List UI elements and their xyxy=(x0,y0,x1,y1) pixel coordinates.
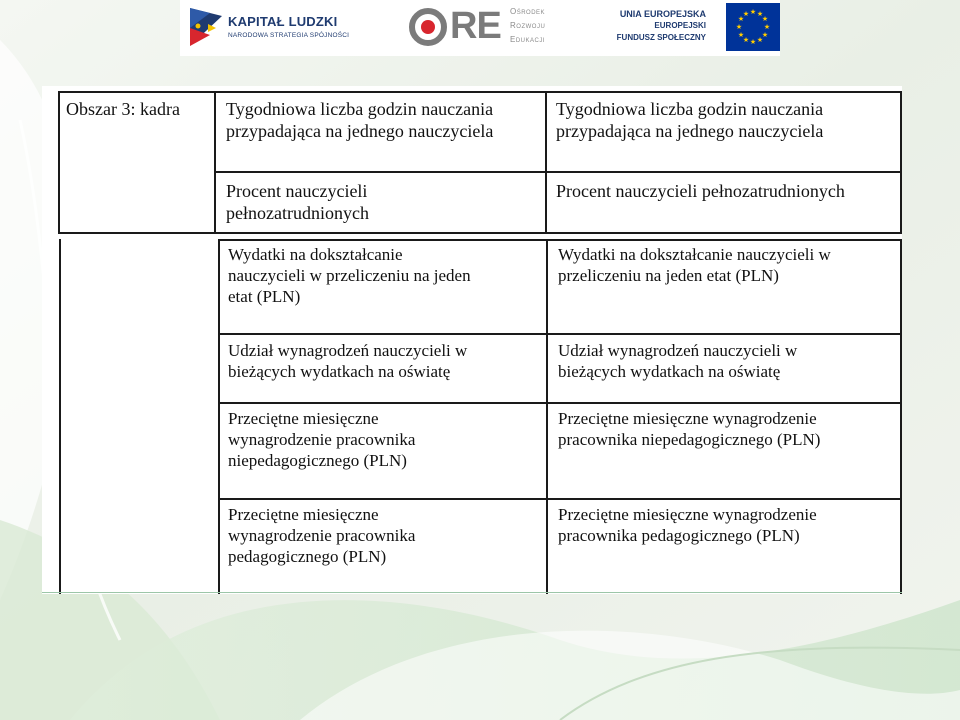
ore-logo-icon xyxy=(408,6,448,48)
table-cell-left: Procent nauczycieli pełnozatrudnionych xyxy=(226,181,369,223)
table-cell-right: Przeciętne miesięczne wynagrodzenie pracownika pedagogicznego (PLN) xyxy=(558,505,817,545)
svg-text:★: ★ xyxy=(742,36,750,44)
svg-text:★: ★ xyxy=(749,8,757,16)
table-border xyxy=(218,333,902,335)
table-border xyxy=(59,239,61,594)
eu-line: FUNDUSZ SPOŁECZNY xyxy=(616,33,706,42)
svg-text:★: ★ xyxy=(763,23,771,31)
ore-word: Edukacji xyxy=(510,35,546,44)
table-cell-left: Przeciętne miesięczne wynagrodzenie pracownika pedagogicznego (PLN) xyxy=(228,505,416,566)
table-border xyxy=(218,498,902,500)
table-border xyxy=(218,239,902,241)
svg-text:★: ★ xyxy=(737,15,745,23)
table-cell-left: Wydatki na dokształcanie nauczycieli w przeliczeniu na jeden etat (PLN) xyxy=(228,245,471,306)
table-cell-right: Udział wynagrodzeń nauczycieli w bieżących wydatkach na oświatę xyxy=(558,341,798,381)
table-border xyxy=(58,91,60,234)
table-border xyxy=(546,239,548,594)
table-border xyxy=(218,402,902,404)
eu-line: EUROPEJSKI xyxy=(654,21,706,30)
svg-text:★: ★ xyxy=(756,36,764,44)
table-border xyxy=(900,91,902,234)
document-bottom-rule xyxy=(42,592,902,593)
table-border xyxy=(214,91,216,234)
svg-text:★: ★ xyxy=(756,10,764,18)
indicator-table xyxy=(42,86,902,594)
table-cell-left: Udział wynagrodzeń nauczycieli w bieżących wydatkach na oświatę xyxy=(228,341,468,381)
svg-text:★: ★ xyxy=(761,31,769,39)
svg-text:★: ★ xyxy=(749,38,757,46)
ore-word: Ośrodek xyxy=(510,7,546,16)
table-cell-left: Tygodniowa liczba godzin nauczania przypadająca na jednego nauczyciela xyxy=(226,99,494,141)
table-border xyxy=(214,171,902,173)
kapital-ludzki-title: KAPITAŁ LUDZKI xyxy=(228,14,338,29)
eu-text xyxy=(600,8,706,44)
ore-name xyxy=(510,5,545,47)
kapital-ludzki-flag-icon xyxy=(186,4,226,50)
table-border xyxy=(900,239,902,594)
svg-text:★: ★ xyxy=(761,15,769,23)
table-cell-right: Tygodniowa liczba godzin nauczania przypadająca na jednego nauczyciela xyxy=(556,99,824,141)
svg-text:★: ★ xyxy=(742,10,750,18)
table-cell-left: Przeciętne miesięczne wynagrodzenie pracownika niepedagogicznego (PLN) xyxy=(228,409,416,470)
table-border xyxy=(218,239,220,594)
eu-flag-icon xyxy=(726,3,780,51)
table-border xyxy=(58,232,902,234)
ore-word: Rozwoju xyxy=(510,21,546,30)
table-cell-right: Wydatki na dokształcanie nauczycieli w przeliczeniu na jeden etat (PLN) xyxy=(558,245,831,285)
svg-text:★: ★ xyxy=(737,31,745,39)
table-cell-right: Przeciętne miesięczne wynagrodzenie pracownika niepedagogicznego (PLN) xyxy=(558,409,821,449)
eu-line: UNIA EUROPEJSKA xyxy=(619,9,706,19)
ore-logo-text: RE xyxy=(450,5,501,47)
table-border xyxy=(58,91,902,93)
document-image xyxy=(42,86,902,594)
logo-bar xyxy=(180,0,780,56)
svg-text:★: ★ xyxy=(735,23,743,31)
table-border xyxy=(545,91,547,234)
table-cell-right: Procent nauczycieli pełnozatrudnionych xyxy=(556,181,845,201)
kapital-ludzki-subtitle: NARODOWA STRATEGIA SPÓJNOŚCI xyxy=(228,32,350,39)
area-label: Obszar 3: kadra xyxy=(66,99,180,119)
